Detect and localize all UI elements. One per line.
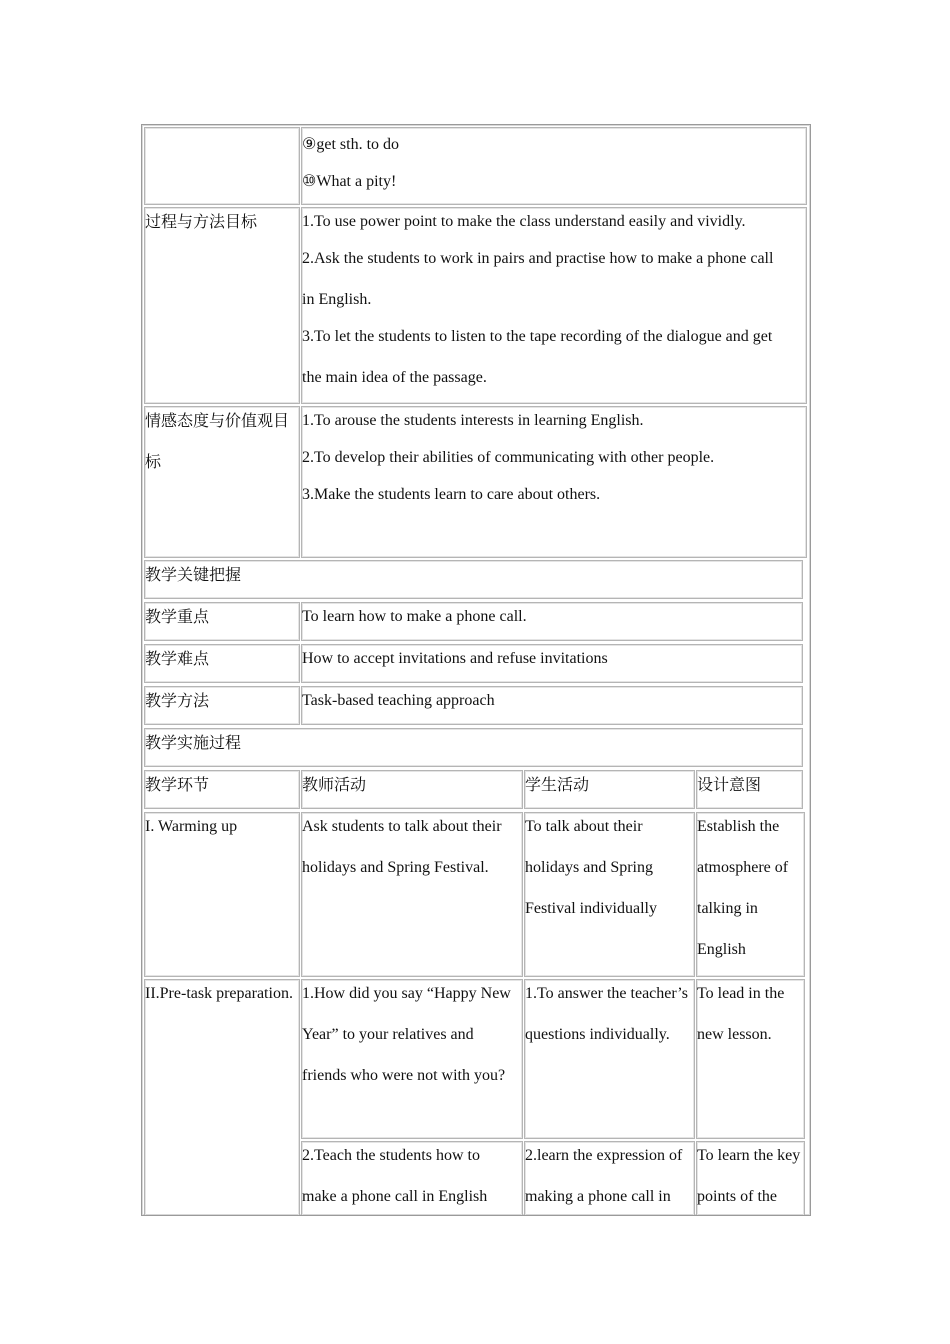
header-teacher — [301, 770, 523, 809]
cell-difficulty-label — [144, 644, 300, 683]
text-line: 3.Make the students learn to care about others. — [302, 486, 601, 503]
pretask-teacher-1 — [301, 979, 523, 1139]
pretask-student-2 — [524, 1141, 695, 1216]
warmup-stage — [144, 812, 300, 977]
cell-r1-content — [301, 127, 807, 205]
warmup-student — [524, 812, 695, 977]
warmup-teacher — [301, 812, 523, 977]
pretask-teacher-2 — [301, 1141, 523, 1216]
text-line: friends who were not with you? — [302, 1067, 506, 1084]
text-line: 2.Teach the students how to — [302, 1147, 480, 1164]
text-line: new lesson. — [697, 1026, 772, 1043]
text-line: make a phone call in English — [302, 1188, 488, 1205]
text-line: points of the — [697, 1188, 777, 1205]
text-line: To talk about their — [525, 818, 643, 835]
cell-method-value — [301, 686, 803, 725]
text-line: How to accept invitations and refuse invitations — [302, 650, 608, 667]
text-line: Task-based teaching approach — [302, 692, 495, 709]
text-line: To learn how to make a phone call. — [302, 608, 527, 625]
text-line: 2.learn the expression of — [525, 1147, 683, 1164]
text-line: ⑨get sth. to do — [302, 136, 400, 153]
text-line: in English. — [302, 291, 372, 308]
text-line: To lead in the — [697, 985, 785, 1002]
text-line: Establish the — [697, 818, 780, 835]
text-line: 1.To arouse the students interests in learning English. — [302, 412, 644, 429]
row-label: 标 — [145, 452, 162, 471]
text-line: English — [697, 941, 746, 958]
cell-r1-label — [144, 127, 300, 205]
text-line: atmosphere of — [697, 859, 789, 876]
text-line: 3.To let the students to listen to the tape recording of the dialogue and get — [302, 328, 773, 345]
cell-method-label — [144, 686, 300, 725]
cell-difficulty-value — [301, 644, 803, 683]
text-line: holidays and Spring Festival. — [302, 859, 489, 876]
text-line: 1.To use power point to make the class understand easily and vividly. — [302, 213, 746, 230]
cell-process-section — [144, 728, 803, 767]
row-label: 教学方法 — [145, 691, 210, 710]
text-line: holidays and Spring — [525, 859, 653, 876]
pretask-intent-1 — [696, 979, 805, 1139]
header-stage — [144, 770, 300, 809]
column-header: 设计意图 — [697, 775, 762, 794]
column-header: 教学环节 — [145, 775, 210, 794]
text-line: the main idea of the passage. — [302, 369, 487, 386]
pretask-student-1 — [524, 979, 695, 1139]
row-label: 教学难点 — [145, 649, 210, 668]
cell-process-content — [301, 207, 807, 404]
text-line: 2.To develop their abilities of communicating with other people. — [302, 449, 715, 466]
text-line: Festival individually — [525, 900, 657, 917]
cell-focus-label — [144, 602, 300, 641]
text-line: 1.How did you say “Happy New — [302, 985, 511, 1002]
text-line: making a phone call in — [525, 1188, 671, 1205]
section-heading: 教学关键把握 — [145, 565, 242, 584]
text-line: Year” to your relatives and — [302, 1026, 474, 1043]
cell-emotion-content — [301, 406, 807, 558]
cell-focus-value — [301, 602, 803, 641]
row-label: 过程与方法目标 — [145, 212, 258, 231]
cell-emotion-label — [144, 406, 300, 558]
warmup-intent — [696, 812, 805, 977]
text-line: 2.Ask the students to work in pairs and practise how to make a phone call — [302, 250, 774, 267]
text-line: ⑩What a pity! — [302, 173, 397, 190]
text-line: Ask students to talk about their — [302, 818, 502, 835]
text-line: 1.To answer the teacher’s — [525, 985, 688, 1002]
pretask-stage — [144, 979, 300, 1216]
cell-process-label — [144, 207, 300, 404]
text-line: To learn the key — [697, 1147, 801, 1164]
column-header: 学生活动 — [525, 775, 590, 794]
text-line: questions individually. — [525, 1026, 670, 1043]
text-line: talking in — [697, 900, 758, 917]
header-intent — [696, 770, 803, 809]
lesson-plan-table — [141, 124, 811, 1216]
pretask-intent-2 — [696, 1141, 805, 1216]
text-line: I. Warming up — [145, 818, 238, 835]
cell-key-section — [144, 560, 803, 599]
section-heading: 教学实施过程 — [145, 733, 242, 752]
column-header: 教师活动 — [302, 775, 367, 794]
text-line: II.Pre-task preparation. — [145, 985, 293, 1002]
row-label: 情感态度与价值观目 — [145, 411, 290, 430]
header-student — [524, 770, 695, 809]
row-label: 教学重点 — [145, 607, 210, 626]
